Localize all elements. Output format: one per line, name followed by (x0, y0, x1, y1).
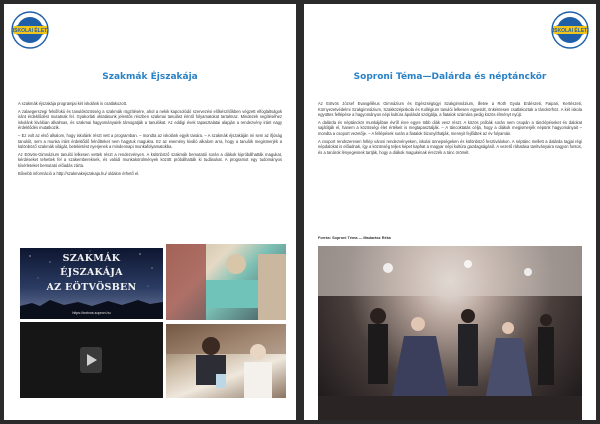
page-title: Szakmák Éjszakája (102, 72, 198, 82)
experiment-photo-illustration (166, 324, 286, 398)
article-paragraph: A dalárda és néptánckör munkájában évről évre egyre több diák vesz részt. A közös próbák során nem csupán a tánclépéseket és dalokat sajátítják el, hanem a közösségi élet értékeit is megtapasztalják. – A táncoktatás célja, hogy a diákok megismerjék népünk hagyományait – mondta a csoport vezetője. – A fellépések során a fiatalok bizonyíthatják, mennyit fejlődtek az év folyamán. (318, 119, 582, 136)
video-player[interactable] (20, 322, 163, 398)
iskolai-elet-logo (550, 10, 590, 50)
workshop-photo (166, 244, 286, 320)
folk-dance-photo (318, 246, 582, 420)
article-paragraph: Bővebb információ a http://szakmakejszakaja.hu/ oldalon érhető el. (18, 170, 140, 176)
folk-dance-illustration (318, 246, 582, 420)
article-paragraph: Az Eötvös-Gimnázium tanulói lelkesen vettek részt a rendezvényen. A különböző szakmák bemutatói során a diákok kipróbálhatták magukat, kérdéseket tehettek fel a szakembereknek, és valódi munkakörülmények között próbálhatták ki tudásukat. A programot egy tudományos kísérleteket bemutató előadás zárta. (18, 151, 282, 168)
article-paragraph: – Ez volt az első alkalom, hogy iskolánk részt vett a programban. – mondta az iskolánk egyik tanára. – A szakmák éjszakáján mi sem az ifjúság tanulóit, sem a munka iránt érdeklődő felnőtteket nem hagytuk magukra. Ez az esemény kiváló alkalom arra, hogy a tanulók megismerjék a különböző szakmák világát, betekintést nyerjenek a mindennapi munkafolyamatokba. (18, 132, 282, 150)
logo-text: ISKOLAI ÉLET (12, 28, 48, 35)
source-credit: Forrás: Soproni Téma — Madarász Réka (318, 236, 391, 240)
workshop-photo-illustration (166, 244, 286, 320)
event-poster (20, 248, 163, 319)
poster-title-line-1: SZAKMÁK (62, 253, 121, 264)
article-body (318, 101, 582, 231)
article-paragraph: A zalaegerszegi felsőfokú és tanulóközösség a szakmák rögzítésére, ahol a nekik kapcsolódó szervezési előkészítőkben végzett elfoglaltságok iránt érdeklődést mutatnak fel. Gyakorlati oktatásunk jelentős részben szakmai tanulást érintő folyamatokat tartalmaz. Mindezek segítéséhez iskolánk kiválóan alkalmas, és szakmai hagyományaink támogatják a tanulókat. Az eddigi évek tapasztalatai alapján a rendezvény iránt nagy érdeklődés mutatkozik. (18, 108, 282, 131)
right-page (304, 4, 596, 420)
page-title: Soproni Téma—Dalárda és néptánckör (353, 72, 547, 82)
experiment-photo (166, 324, 286, 398)
logo-text: ISKOLAI ÉLET (552, 28, 588, 35)
poster-title-line-2: ÉJSZAKÁJA (60, 267, 123, 278)
article-paragraph: A csoport rendszeresen fellép városi rendezvényeken, iskolai ünnepségeken és különböző fesztiválokon. A néptánc mellett a dalárda tagjai régi népdalokat is előadnak, így a közönség teljes képet kaphat a magyar népi kultúra gazdagságáról. A vezető ráhatása tanítványaira nagyon fontos, és a tanárok lényegesnek tartják, hogy a diákok magukénak érezzék a tánc örömét. (318, 138, 582, 155)
poster-title-line-3: AZ EÖTVÖSBEN (46, 282, 137, 293)
play-icon[interactable] (80, 347, 102, 373)
left-page (4, 4, 296, 420)
article-paragraph: Az Eötvös József Evangélikus Gimnázium és Egészségügyi Szakgimnázium, illetve a Roth Gyula Erdészeti, Faipari, Kertészeti, Környezetvédelmi Szakgimnázium, Szakközépiskola és Kollégium tanulói lelkesen egyesült, önkéntesen csatlakoztak a tánckörhöz. A két iskola együttes fellépése a hagyományos népi kultúra ápolását szolgálja, a fiatalok számára pedig közös élményt nyújt. (318, 101, 582, 118)
article-body (18, 101, 282, 241)
iskolai-elet-logo (10, 10, 50, 50)
poster-url: https://eotvos.sopron.hu (72, 311, 111, 315)
article-paragraph: A szakmák éjszakája programjai két iskolánk is csatlakozott. (18, 101, 127, 106)
